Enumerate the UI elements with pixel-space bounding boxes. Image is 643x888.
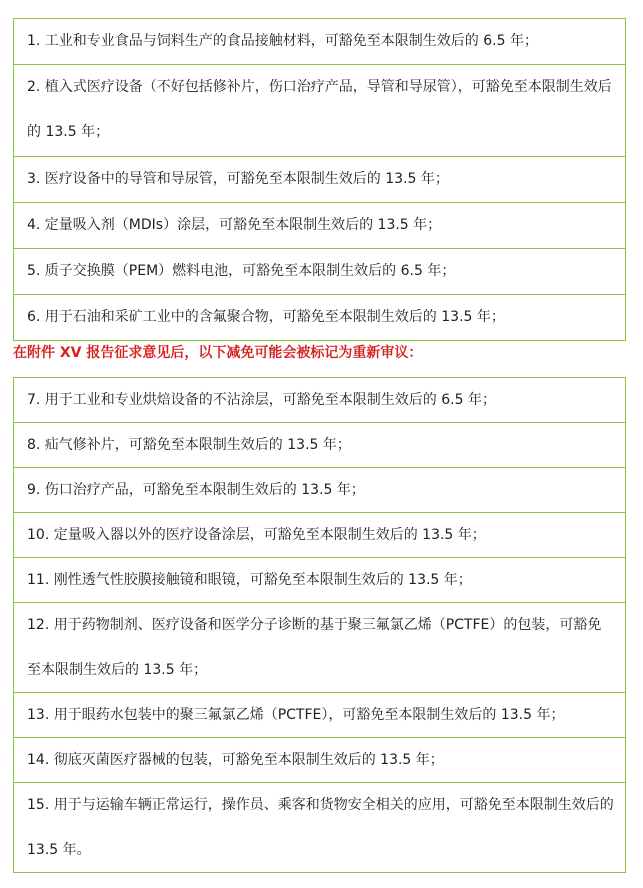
exemption-table-2 [13,377,626,873]
table-row: 13. 用于眼药水包装中的聚三氟氯乙烯（PCTFE），可豁免至本限制生效后的 13.5 年； [13,693,626,738]
exemption-table-1 [13,18,626,341]
table-row: 11. 刚性透气性胶膜接触镜和眼镜，可豁免至本限制生效后的 13.5 年； [13,558,626,603]
table-row: 7. 用于工业和专业烘焙设备的不沾涂层，可豁免至本限制生效后的 6.5 年； [13,378,626,423]
table-row: 9. 伤口治疗产品，可豁免至本限制生效后的 13.5 年； [13,468,626,513]
table-row: 4. 定量吸入剂（MDIs）涂层，可豁免至本限制生效后的 13.5 年； [13,203,626,249]
table-row: 12. 用于药物制剂、医疗设备和医学分子诊断的基于聚三氟氯乙烯（PCTFE）的包装，可豁免至本限制生效后的 13.5 年； [13,603,626,693]
table-row: 5. 质子交换膜（PEM）燃料电池，可豁免至本限制生效后的 6.5 年； [13,249,626,295]
table-row: 10. 定量吸入器以外的医疗设备涂层，可豁免至本限制生效后的 13.5 年； [13,513,626,558]
table-row: 1. 工业和专业食品与饲料生产的食品接触材料，可豁免至本限制生效后的 6.5 年； [13,19,626,65]
table-row: 14. 彻底灭菌医疗器械的包装，可豁免至本限制生效后的 13.5 年； [13,738,626,783]
table-row: 15. 用于与运输车辆正常运行，操作员、乘客和货物安全相关的应用，可豁免至本限制生效后的 13.5 年。 [13,783,626,873]
reconsideration-note: 在附件 XV 报告征求意见后，以下减免可能会被标记为重新审议： [13,345,423,361]
table-row: 2. 植入式医疗设备（不好包括修补片，伤口治疗产品，导管和导尿管），可豁免至本限制生效后的 13.5 年； [13,65,626,157]
table-row: 6. 用于石油和采矿工业中的含氟聚合物，可豁免至本限制生效后的 13.5 年； [13,295,626,341]
table-row: 8. 疝气修补片，可豁免至本限制生效后的 13.5 年； [13,423,626,468]
table-row: 3. 医疗设备中的导管和导尿管，可豁免至本限制生效后的 13.5 年； [13,157,626,203]
